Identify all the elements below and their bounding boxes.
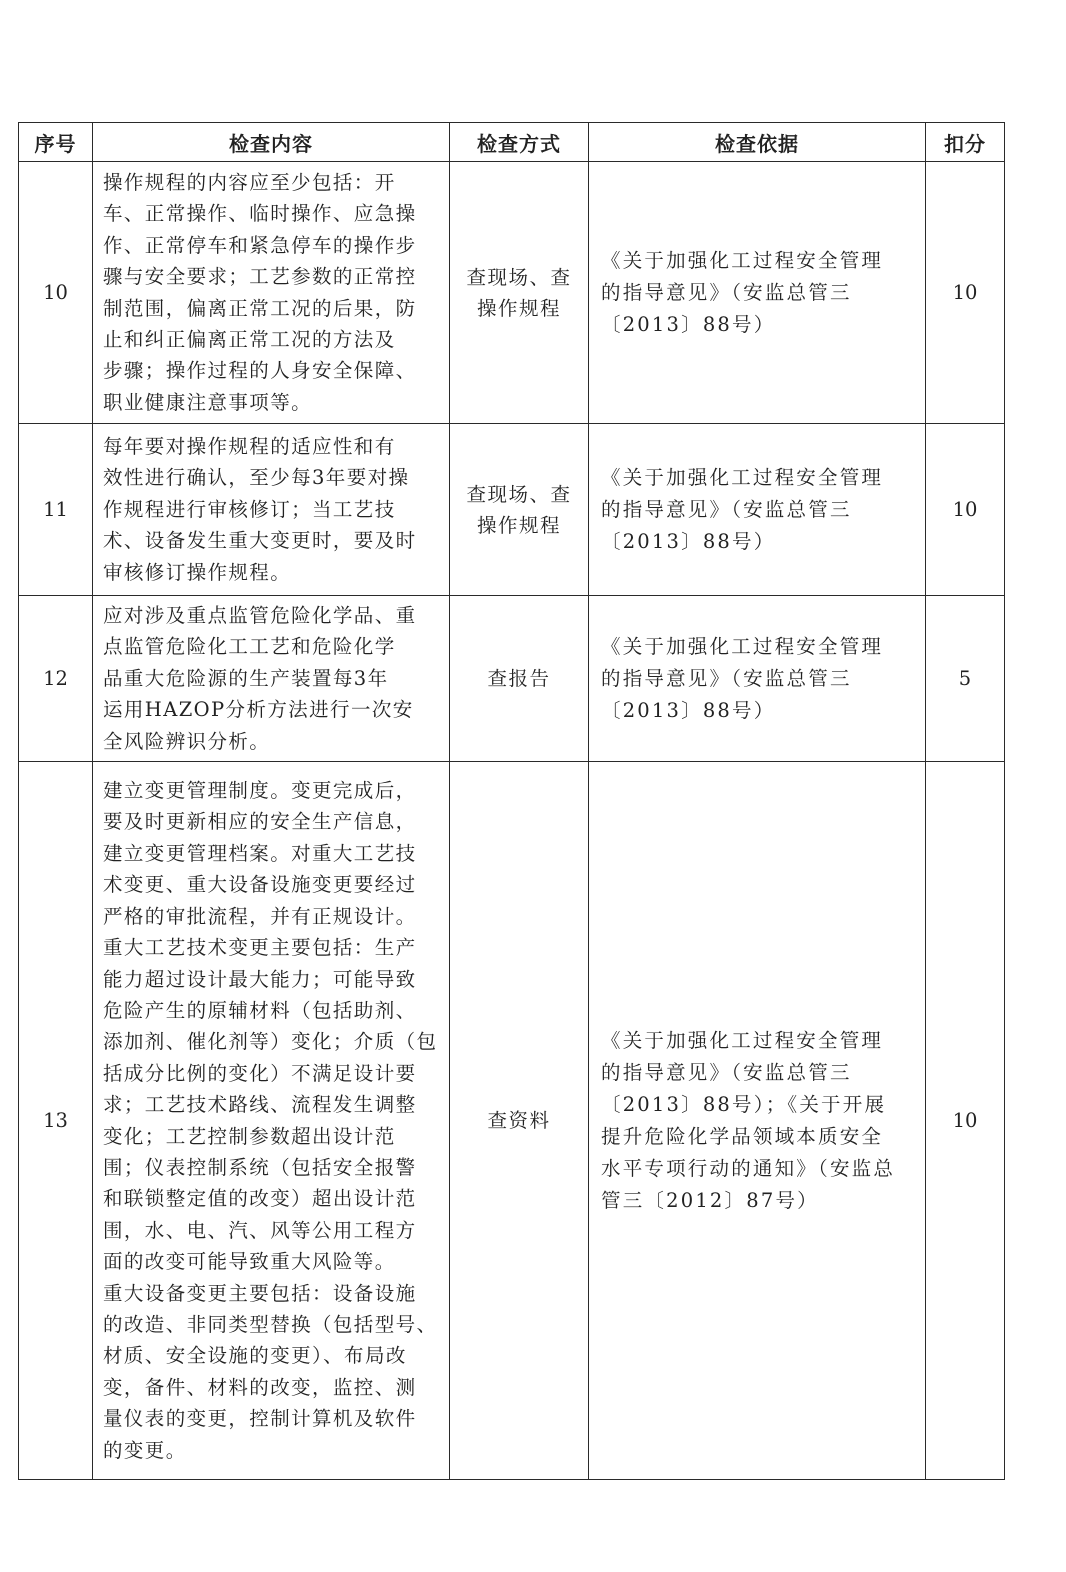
content-line: 添加剂、催化剂等）变化；介质（包 (103, 1030, 438, 1054)
content-line: 点监管危险化工工艺和危险化学 (103, 635, 396, 659)
basis-line: 〔2013〕88号） (601, 312, 776, 336)
basis-line: 的指导意见》（安监总管三 (601, 1060, 852, 1084)
content-line: 量仪表的变更，控制计算机及软件 (103, 1407, 417, 1431)
content-line: 止和纠正偏离正常工况的方法及 (103, 327, 396, 351)
table-row (19, 596, 1005, 762)
row-basis (589, 424, 926, 596)
content-line: 围，水、电、汽、风等公用工程方 (103, 1218, 417, 1242)
method-line: 查资料 (487, 1109, 551, 1133)
row-basis (589, 762, 926, 1480)
content-line: 职业健康注意事项等。 (103, 390, 313, 414)
basis-line: 〔2013〕88号）；《关于开展 (601, 1092, 887, 1116)
content-line: 围；仪表控制系统（包括安全报警 (103, 1155, 417, 1179)
header-basis: 检查依据 (589, 123, 926, 162)
basis-line: 《关于加强化工过程安全管理 (601, 634, 884, 658)
row-deduct: 10 (926, 424, 1005, 596)
row-serial: 10 (19, 162, 93, 424)
content-line: 术、设备发生重大变更时，要及时 (103, 529, 417, 553)
content-line: 效性进行确认，至少每3年要对操 (103, 466, 410, 490)
content-line: 和联锁整定值的改变）超出设计范 (103, 1187, 417, 1211)
content-line: 面的改变可能导致重大风险等。 (103, 1250, 396, 1274)
basis-line: 〔2013〕88号） (601, 529, 776, 553)
basis-line: 提升危险化学品领域本质安全 (601, 1124, 884, 1148)
content-line: 骤与安全要求；工艺参数的正常控 (103, 265, 417, 289)
content-line: 的变更。 (103, 1438, 187, 1462)
row-method (450, 762, 589, 1480)
content-line: 建立变更管理档案。对重大工艺技 (103, 841, 417, 865)
content-line: 全风险辨识分析。 (103, 729, 271, 753)
content-line: 重大工艺技术变更主要包括：生产 (103, 936, 417, 960)
row-basis (589, 162, 926, 424)
header-method: 检查方式 (450, 123, 589, 162)
header-deduct: 扣分 (926, 123, 1005, 162)
inspection-table (18, 122, 1005, 1480)
basis-line: 的指导意见》（安监总管三 (601, 280, 852, 304)
content-line: 危险产生的原辅材料（包括助剂、 (103, 998, 417, 1022)
row-content (93, 596, 450, 762)
row-serial: 11 (19, 424, 93, 596)
row-content (93, 162, 450, 424)
content-line: 应对涉及重点监管危险化学品、重 (103, 604, 417, 627)
basis-line: 〔2013〕88号） (601, 698, 776, 722)
content-line: 要及时更新相应的安全生产信息， (103, 810, 417, 834)
content-line: 操作规程的内容应至少包括：开 (103, 170, 396, 194)
row-deduct: 10 (926, 762, 1005, 1480)
method-line: 查现场、查 (466, 482, 572, 506)
table-row (19, 424, 1005, 596)
basis-line: 水平专项行动的通知》（安监总 (601, 1156, 896, 1180)
table-header-row (19, 123, 1005, 162)
content-line: 车、正常操作、临时操作、应急操 (103, 202, 417, 226)
header-content: 检查内容 (93, 123, 450, 162)
table-row (19, 162, 1005, 424)
row-content (93, 762, 450, 1480)
content-line: 作规程进行审核修订；当工艺技 (103, 497, 396, 521)
row-deduct: 5 (926, 596, 1005, 762)
row-serial: 13 (19, 762, 93, 1480)
basis-line: 《关于加强化工过程安全管理 (601, 465, 884, 489)
content-line: 变化；工艺控制参数超出设计范 (103, 1124, 396, 1148)
content-line: 的改造、非同类型替换（包括型号、 (103, 1312, 438, 1336)
row-method (450, 162, 589, 424)
row-method (450, 424, 589, 596)
row-content (93, 424, 450, 596)
content-line: 建立变更管理制度。变更完成后， (103, 779, 417, 803)
content-line: 材质、安全设施的变更）、布局改 (103, 1344, 407, 1368)
row-deduct: 10 (926, 162, 1005, 424)
content-line: 能力超过设计最大能力；可能导致 (103, 967, 417, 991)
basis-line: 《关于加强化工过程安全管理 (601, 1028, 884, 1052)
content-line: 制范围，偏离正常工况的后果，防 (103, 296, 417, 320)
row-serial: 12 (19, 596, 93, 762)
content-line: 重大设备变更主要包括：设备设施 (103, 1281, 417, 1305)
basis-line: 的指导意见》（安监总管三 (601, 666, 852, 690)
basis-line: 管三〔2012〕87号） (601, 1188, 819, 1212)
content-line: 严格的审批流程，并有正规设计。 (103, 904, 417, 928)
content-line: 审核修订操作规程。 (103, 560, 292, 584)
content-line: 步骤；操作过程的人身安全保障、 (103, 359, 417, 383)
basis-line: 的指导意见》（安监总管三 (601, 497, 852, 521)
method-line: 查报告 (487, 667, 551, 691)
row-basis (589, 596, 926, 762)
content-line: 括成分比例的变化）不满足设计要 (103, 1061, 417, 1085)
method-line: 查现场、查 (466, 265, 572, 289)
method-line: 操作规程 (476, 296, 561, 320)
content-line: 作、正常停车和紧急停车的操作步 (103, 233, 417, 257)
content-line: 运用HAZOP分析方法进行一次安 (103, 698, 414, 722)
content-line: 求；工艺技术路线、流程发生调整 (103, 1093, 417, 1117)
content-line: 品重大危险源的生产装置每3年 (103, 666, 389, 690)
content-line: 变，备件、材料的改变，监控、测 (103, 1375, 417, 1399)
basis-line: 《关于加强化工过程安全管理 (601, 248, 884, 272)
content-line: 术变更、重大设备设施变更要经过 (103, 873, 417, 897)
row-method (450, 596, 589, 762)
content-line: 每年要对操作规程的适应性和有 (103, 434, 396, 458)
table-row (19, 762, 1005, 1480)
method-line: 操作规程 (476, 513, 561, 537)
header-serial: 序号 (19, 123, 93, 162)
